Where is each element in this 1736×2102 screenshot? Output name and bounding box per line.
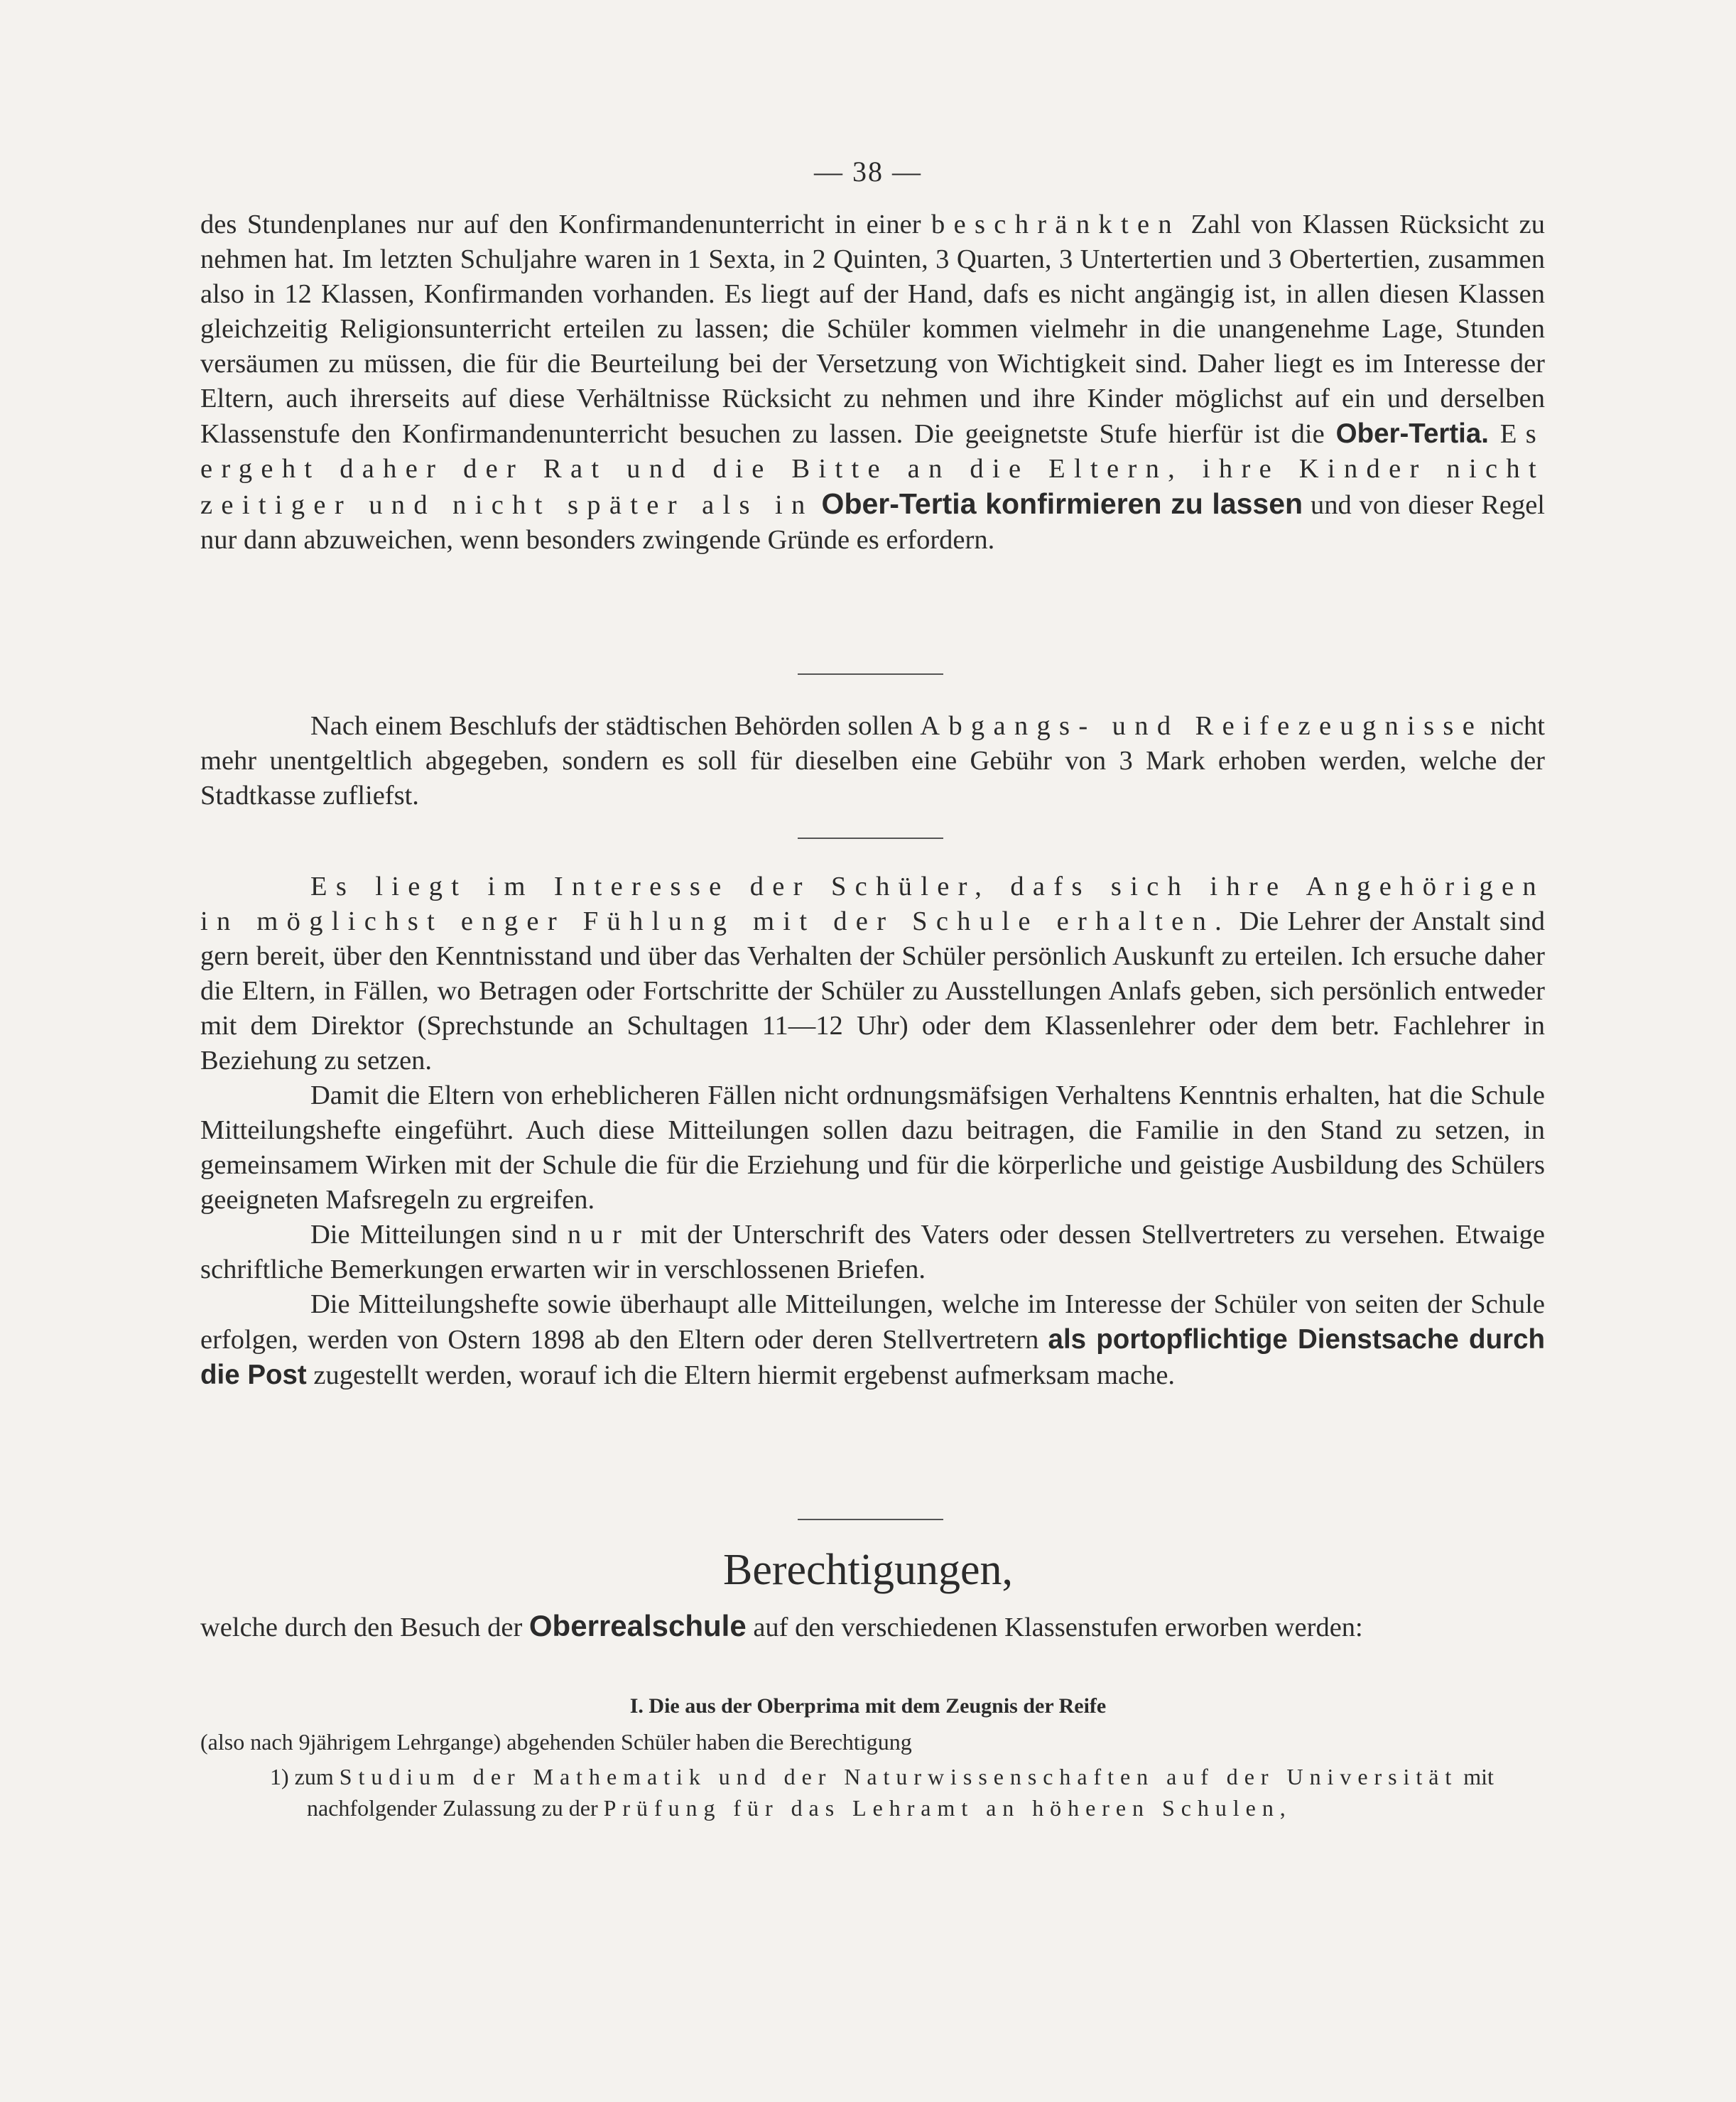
p1-bold-confirmation: Ober-Tertia konfirmieren zu lassen [821, 487, 1303, 520]
p1-spaced-request: Es ergeht daher der Rat und die Bitte an die Eltern, ihre Kinder nicht zeitiger und nicht später als in [200, 419, 1546, 520]
section-title-oberprima: I. Die aus der Oberprima mit dem Zeugnis der Reife [629, 1694, 1107, 1718]
paragraph-notebooks: Damit die Eltern von erheblicheren Fällen nicht ordnungsmäfsigen Verhaltens Kenntnis erhalten, hat die Schule Mitteilungshefte eingeführt. Auch diese Mitteilungen sollen dazu beitragen, die Familie in den Stand zu setzen, in gemeinsamem Wirken mit der Schule die für die Erziehung und für die körperliche und geistige Ausbildung des Schülers geeigneten Mafsregeln zu ergreifen. [200, 1080, 1545, 1215]
list-item-spaced-exam: Prüfung für das Lehramt an höheren Schulen, [603, 1795, 1292, 1821]
berechtigungen-subheading [200, 1611, 1545, 1642]
p3-spaced-interest: Es liegt im Interesse der Schüler, dafs sich ihre Angehörigen in möglichst enger Fühlung mit der Schule erhalten. [200, 872, 1545, 936]
p3-text-b: Die Lehrer der Anstalt sind gern bereit, über den Kenntnisstand und über das Verhalten der Schüler persönlich Auskunft zu erteilen. Ich ersuche daher die Eltern, in Fällen, wo Betragen oder Fortschritte der Schüler zu Ausstellungen Anlafs geben, sich persönlich entweder mit dem Direktor (Sprechstunde an Schultagen 11—12 Uhr) oder dem Klassenlehrer oder dem betr. Fachlehrer in Beziehung zu setzen. [200, 906, 1546, 1076]
p1-text-g: und von dieser Regel nur dann abzuweichen, wenn besonders zwingende Gründe es erfordern. [200, 490, 1545, 555]
section-divider [798, 673, 943, 675]
list-item [270, 1761, 1582, 1824]
list-item-text-a: zum [294, 1764, 334, 1789]
p1-bold-ober-tertia: Ober-Tertia. [1335, 418, 1489, 449]
section-divider [798, 1519, 943, 1520]
p1-text-c: Zahl von Klassen Rücksicht zu nehmen hat. Im letzten Schuljahre waren in 1 Sexta, in 2 Quinten, 3 Quarten, 3 Untertertien und 3 Obertertien, zusammen also in 12 Klassen, Konfirmanden vorhanden. Es liegt auf der Hand, dafs es nicht angängig ist, in allen diesen Klassen gleichzeitig Religionsunterricht erteilen zu lassen; die Schüler kommen vielmehr in die unangenehme Lage, Stunden versäumen zu müssen, die für die Beurteilung bei der Versetzung von Wichtigkeit sind. Daher liegt es im Interesse der Eltern, auch ihrerseits auf diese Verhältnisse Rücksicht zu nehmen und ihre Kinder möglichst auf ein und derselben Klassenstufe den Konfirmandenunterricht besuchen zu lassen. Die geeignetste Stufe hierfür ist die [200, 210, 1546, 449]
paragraph-confirmation [200, 207, 1545, 558]
p2-text-a: Nach einem Beschlufs der städtischen Behörden sollen [310, 711, 913, 741]
p1-text-a: des Stundenplanes nur auf den Konfirmandenunterricht in einer [200, 210, 921, 239]
paragraph-contact [200, 869, 1545, 1393]
list-item-text-c: mit nachfolgender Zulassung zu der [307, 1764, 1494, 1821]
p6-bold-post: als portopflichtige Dienstsache durch die Post [200, 1324, 1545, 1390]
p2-text-c: nicht mehr unentgeltlich abgegeben, sondern es soll für dieselben eine Gebühr von 3 Mark erhoben werden, welche der Stadtkasse zufliefst. [200, 711, 1545, 811]
berechtigungen-heading: Berechtigungen, [722, 1546, 1014, 1594]
heading-sub-oberrealschule: Oberrealschule [528, 1609, 747, 1642]
section-intro: (also nach 9jährigem Lehrgange) abgehenden Schüler haben die Berechtigung [200, 1729, 912, 1755]
p2-spaced-certificates: Abgangs- und Reifezeugnisse [920, 711, 1484, 741]
p6-text-a: Die Mitteilungshefte sowie überhaupt alle Mitteilungen, welche im Interesse der Schüler von seiten der Schule erfolgen, werden von Ostern 1898 ab den Eltern oder deren Stellvertretern [200, 1289, 1545, 1355]
section-divider [798, 838, 943, 839]
p5-text-c: mit der Unterschrift des Vaters oder dessen Stellvertreters zu versehen. Etwaige schriftliche Bemerkungen erwarten wir in verschlossenen Briefen. [200, 1220, 1546, 1284]
p6-text-c: zugestellt werden, worauf ich die Eltern hiermit ergebenst aufmerksam mache. [313, 1360, 1176, 1390]
heading-sub-c: auf den verschiedenen Klassenstufen erworben werden: [753, 1613, 1363, 1642]
page-number: — 38 — [814, 156, 922, 188]
p1-spaced-beschraenkten: beschränkten [931, 210, 1181, 239]
paragraph-certificates [200, 709, 1545, 813]
list-item-number: 1) [270, 1764, 289, 1789]
p5-spaced-nur: nur [567, 1220, 631, 1250]
list-item-spaced-study: Studium der Mathematik und der Naturwissenschaften auf der Universität [339, 1764, 1458, 1789]
p5-text-a: Die Mitteilungen sind [310, 1220, 558, 1250]
heading-sub-a: welche durch den Besuch der [200, 1613, 523, 1642]
